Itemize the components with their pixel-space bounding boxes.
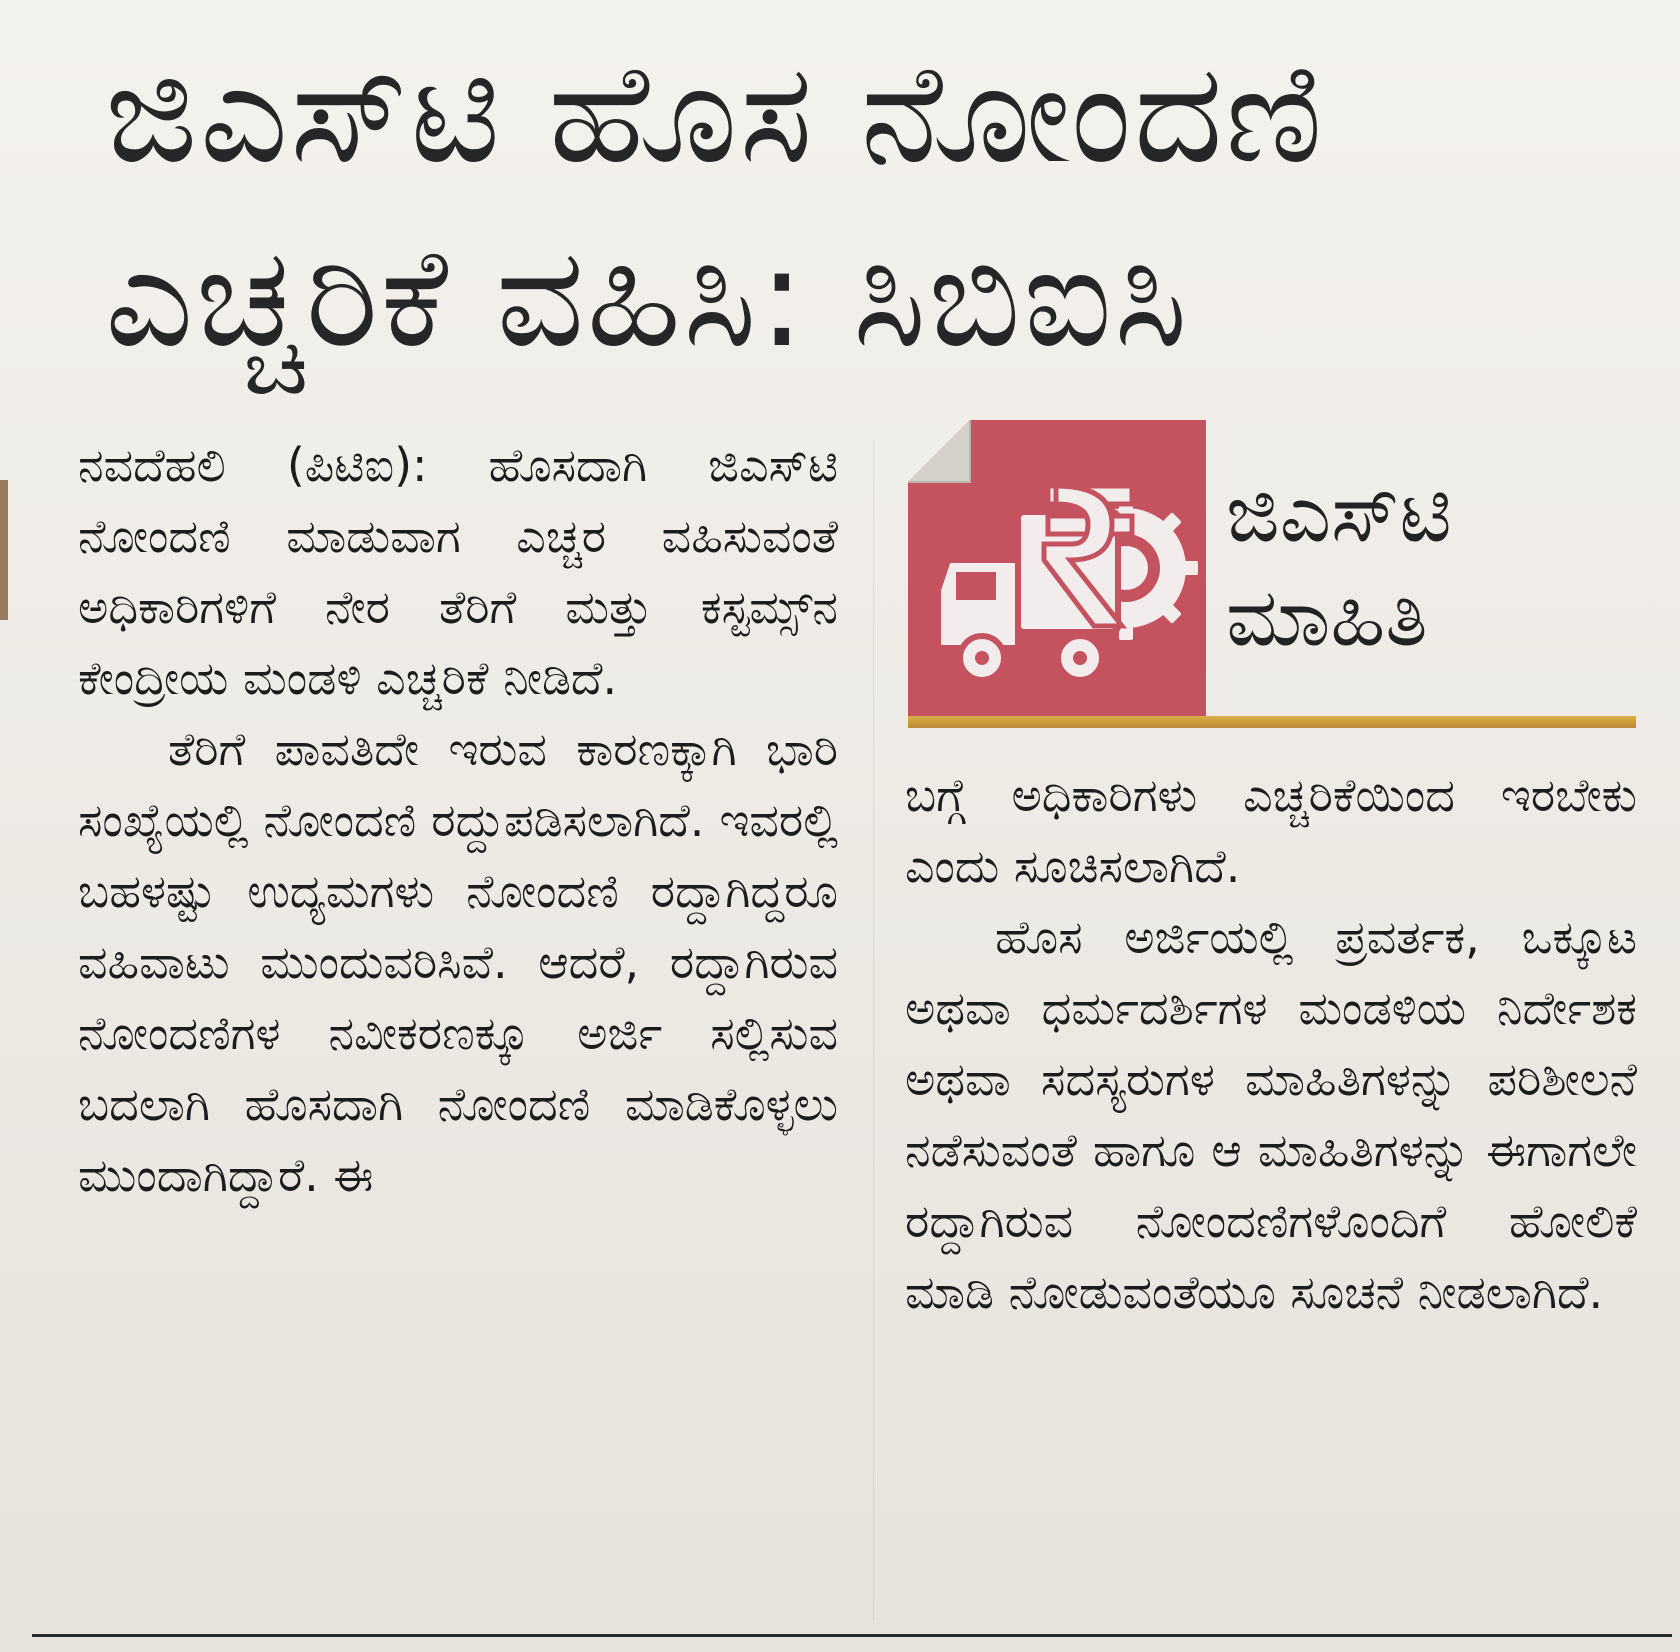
adjacent-article-edge (0, 480, 8, 620)
column-divider (873, 440, 874, 1620)
info-label-line-1: ಜಿಎಸ್‌ಟಿ (1226, 467, 1452, 560)
headline-line-2: ಎಚ್ಚರಿಕೆ ವಹಿಸಿ: ಸಿಬಿಐಸಿ (105, 217, 1190, 378)
article-paragraph: ತೆರಿಗೆ ಪಾವತಿದೇ ಇರುವ ಕಾರಣಕ್ಕಾಗಿ ಭಾರಿ ಸಂಖ್ಯೆಯಲ್ಲಿ ನೋಂದಣಿ ರದ್ದುಪಡಿಸಲಾಗಿದೆ. ಇವರಲ್ಲಿ ಬಹಳಷ್ಟು ಉದ್ಯಮಗಳು ನೋಂದಣಿ ರದ್ದಾಗಿದ್ದರೂ ವಹಿವಾಟು ಮುಂದುವರಿಸಿವೆ. ಆದರೆ, ರದ್ದಾಗಿರುವ ನೋಂದಣಿಗಳ ನವೀಕರಣಕ್ಕೂ ಅರ್ಜಿ ಸಲ್ಲಿಸುವ ಬದಲಾಗಿ ಹೊಸದಾಗಿ ನೋಂದಣಿ ಮಾಡಿಕೊಳ್ಳಲು ಮುಂದಾಗಿದ್ದಾರೆ. ಈ (78, 722, 838, 1202)
headline (105, 20, 1665, 392)
rupee-truck-gear-icon (908, 420, 1206, 718)
article-paragraph: ನವದೆಹಲಿ (ಪಿಟಿಐ): ಹೊಸದಾಗಿ ಜಿಎಸ್‌ಟಿ ನೋಂದಣಿ ಮಾಡುವಾಗ ಎಚ್ಚರ ವಹಿಸುವಂತೆ ಅಧಿಕಾರಿಗಳಿಗೆ ನೇರ ತೆರಿಗೆ ಮತ್ತು ಕಸ್ಟಮ್ಸ್‌ನ ಕೇಂದ್ರೀಯ ಮಂಡಳಿ ಎಚ್ಚರಿಕೆ ನೀಡಿದೆ. (78, 438, 838, 705)
info-underline (908, 716, 1636, 728)
gst-info-box (908, 420, 1636, 730)
gst-info-label (1226, 462, 1452, 670)
info-label-line-2: ಮಾಹಿತಿ (1226, 571, 1428, 664)
headline-line-1: ಜಿಎಸ್‌ಟಿ ಹೊಸ ನೋಂದಣಿ (105, 33, 1325, 194)
bottom-rule (32, 1634, 1672, 1637)
article-paragraph: ಬಗ್ಗೆ ಅಧಿಕಾರಿಗಳು ಎಚ್ಚರಿಕೆಯಿಂದ ಇರಬೇಕು ಎಂದು ಸೂಚಿಸಲಾಗಿದೆ. (905, 768, 1637, 893)
article-column-left (78, 430, 838, 1211)
article-paragraph: ಹೊಸ ಅರ್ಜಿಯಲ್ಲಿ ಪ್ರವರ್ತಕ, ಒಕ್ಕೂಟ ಅಥವಾ ಧರ್ಮದರ್ಶಿಗಳ ಮಂಡಳಿಯ ನಿರ್ದೇಶಕ ಅಥವಾ ಸದಸ್ಯರುಗಳ ಮಾಹಿತಿಗಳನ್ನು ಪರಿಶೀಲನೆ ನಡೆಸುವಂತೆ ಹಾಗೂ ಆ ಮಾಹಿತಿಗಳನ್ನು ಈಗಾಗಲೇ ರದ್ದಾಗಿರುವ ನೋಂದಣಿಗಳೊಂದಿಗೆ ಹೋಲಿಕೆ ಮಾಡಿ ನೋಡುವಂತೆಯೂ ಸೂಚನೆ ನೀಡಲಾಗಿದೆ. (905, 910, 1637, 1319)
article-column-right (905, 760, 1637, 1328)
